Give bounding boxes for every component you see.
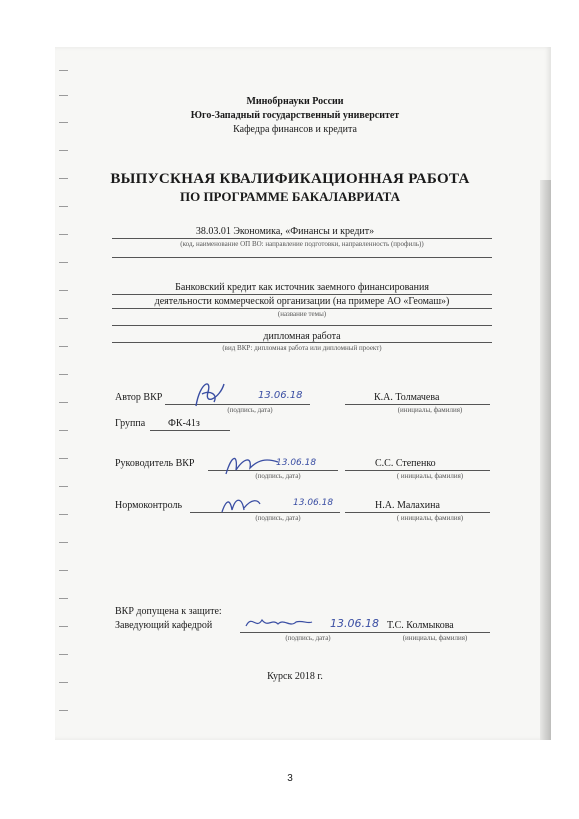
head-name-line [380,632,490,633]
topic-line-1: Банковский кредит как источник заемного финансирования [175,282,429,293]
supervisor-name-line [345,470,490,471]
binder-margin [57,60,71,740]
group-value: ФК-41з [168,418,200,429]
department-name: Кафедра финансов и кредита [233,124,357,135]
topic-underline-2 [112,308,492,309]
direction-value: 38.03.01 Экономика, «Финансы и кредит» [195,226,375,237]
group-underline [150,430,230,431]
author-name: К.А. Толмачева [374,392,440,403]
blank-line [112,257,492,258]
supervisor-name: С.С. Степенко [375,458,436,469]
work-type-caption: (вид ВКР: дипломная работа или дипломный проект) [222,344,382,352]
admission-sign-date: 13.06.18 [330,617,379,630]
head-name: Т.С. Колмыкова [387,620,454,631]
supervisor-name-caption: ( инициалы, фамилия) [396,472,464,480]
page-edge-shadow [540,180,551,740]
city-year: Курск 2018 г. [267,671,323,682]
topic-caption: (название темы) [277,310,327,318]
document-subtitle: ПО ПРОГРАММЕ БАКАЛАВРИАТА [179,189,401,204]
normcontrol-sign-caption: (подпись, дата) [255,514,301,522]
direction-caption: (код, наименование ОП ВО: направление подготовки, направленность (профиль)) [180,240,424,248]
direction-underline [112,238,492,239]
normcontrol-name-caption: ( инициалы, фамилия) [396,514,464,522]
normcontrol-label: Нормоконтроль [115,500,183,511]
blank-line [112,325,492,326]
supervisor-sign-date: 13.06.18 [276,458,317,468]
normcontrol-name: Н.А. Малахина [375,500,440,511]
admission-sign-caption: (подпись, дата) [285,634,331,642]
supervisor-sign-caption: (подпись, дата) [255,472,301,480]
head-name-caption: (инициалы, фамилия) [402,634,468,642]
author-sign-date: 13.06.18 [258,390,303,401]
author-label: Автор ВКР [115,392,163,403]
author-sign-line [165,404,310,405]
supervisor-label: Руководитель ВКР [115,458,195,469]
ministry-name: Минобрнауки России [246,96,344,107]
page-number: 3 [287,773,293,784]
author-name-line [345,404,490,405]
normcontrol-sign-date: 13.06.18 [293,498,334,508]
author-name-caption: (инициалы, фамилия) [397,406,463,414]
group-label: Группа [115,418,146,429]
admission-label: ВКР допущена к защите: [115,606,222,617]
work-type-value: дипломная работа [263,331,341,342]
work-type-underline [112,342,492,343]
university-name: Юго-Западный государственный университет [190,110,400,121]
document-title: ВЫПУСКНАЯ КВАЛИФИКАЦИОННАЯ РАБОТА [110,171,470,187]
head-of-department-label: Заведующий кафедрой [115,620,213,631]
normcontrol-name-line [345,512,490,513]
topic-underline-1 [112,294,492,295]
topic-line-2: деятельности коммерческой организации (на примере АО «Геомаш») [154,296,450,307]
author-sign-caption: (подпись, дата) [227,406,273,414]
